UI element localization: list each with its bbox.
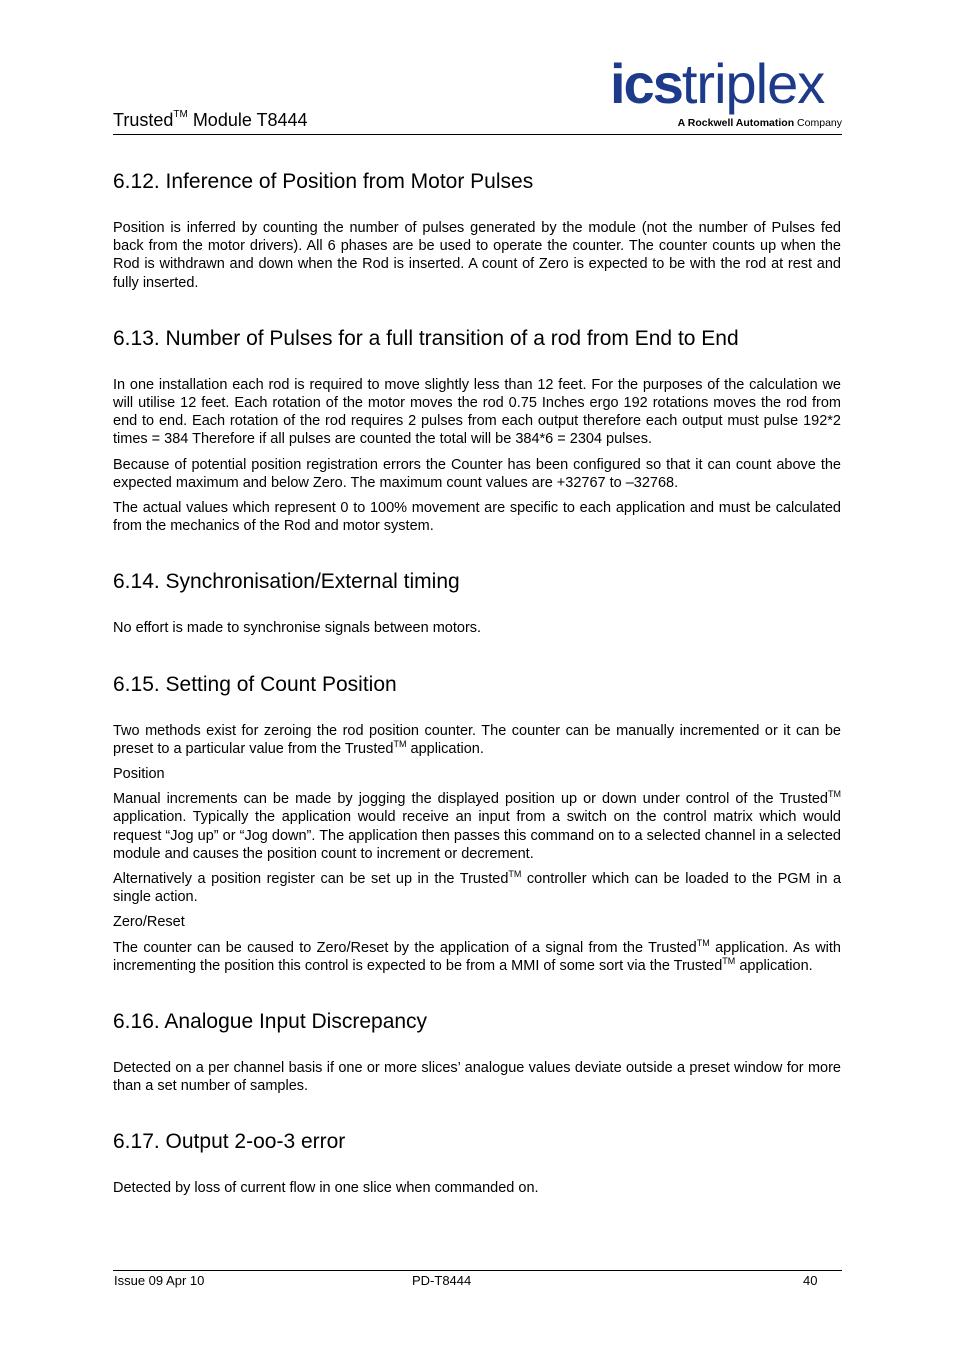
paragraph-text: Detected on a per channel basis if one or more slices’ analogue values deviate outside a preset window for more than a set number of samples. (113, 1060, 841, 1095)
section (113, 168, 841, 292)
section-heading: 6.12. Inference of Position from Motor Pulses (113, 170, 534, 193)
section (113, 1008, 841, 1095)
logo-tagline: A Rockwell Automation Company (677, 117, 842, 129)
paragraph-text: Because of potential position registration errors the Counter has been configured so that it can count above the expected maximum and below Zero. The maximum count values are +32767 to –32768. (113, 456, 841, 491)
paragraph-text: No effort is made to synchronise signals between motors. (113, 620, 482, 637)
paragraph-text: application. (735, 957, 813, 974)
document-title: Trusted™ Module T8444 (113, 109, 308, 130)
trademark-sup: TM (722, 956, 736, 967)
paragraph-text: Position (113, 766, 165, 783)
paragraph-text: Manual increments can be made by jogging the displayed position up or down under control of the Trusted (113, 791, 828, 808)
paragraph (113, 456, 841, 492)
paragraph (113, 619, 841, 637)
footer-divider (113, 1270, 842, 1271)
section-heading: 6.16. Analogue Input Discrepancy (113, 1010, 428, 1034)
footer-issue: Issue 09 Apr 10 (114, 1273, 205, 1288)
paragraph-text: application. As with incrementing the position this control is expected to be from a MMI of some sort via the Trusted (113, 939, 841, 974)
paragraph-text: In one installation each rod is required to move slightly less than 12 feet. For the purposes of the calculation we will utilise 12 feet. Each rotation of the motor moves the rod 0.75 Inches ergo 192 rotations moves the rod from end to end. Each rotation of the rod requires 2 pulses from each output therefore each output must pulse 192*2 times = 384 Therefore if all pulses are counted the total will be 384*6 = 2304 pulses. (113, 376, 841, 448)
paragraph-text: Zero/Reset (113, 914, 185, 931)
paragraph (113, 1179, 841, 1197)
paragraph (113, 913, 841, 931)
paragraph (113, 376, 841, 449)
trademark-sup: TM (508, 869, 522, 880)
section (113, 568, 841, 637)
section-heading: 6.17. Output 2-oo-3 error (113, 1130, 346, 1154)
trademark-sup: TM (393, 739, 407, 750)
paragraph-text: Two methods exist for zeroing the rod position counter. The counter can be manually incremented or it can be preset to a particular value from the Trusted (113, 722, 841, 757)
paragraph-text: Detected by loss of current flow in one slice when commanded on. (113, 1180, 539, 1197)
trademark-sup: TM (696, 937, 710, 948)
paragraph (113, 219, 841, 292)
section-heading: 6.15. Setting of Count Position (113, 672, 397, 696)
section (113, 671, 841, 975)
trademark-sup: TM (173, 109, 188, 120)
paragraph-text: application. Typically the application would receive an input from a switch on the control matrix which would request “Jog up” or “Jog down”. The application then passes this command on to a selected channel in a selected module and causes the position count to increment or decrement. (113, 809, 841, 862)
section (113, 325, 841, 536)
paragraph-text: The counter can be caused to Zero/Reset by the application of a signal from the Trusted (113, 939, 697, 956)
paragraph (113, 870, 841, 906)
page-number: 40 (803, 1273, 818, 1288)
section-heading: 6.13. Number of Pulses for a full transition of a rod from End to End (113, 326, 739, 350)
paragraph (113, 939, 841, 975)
footer-doc-id: PD-T8444 (412, 1273, 472, 1288)
paragraph-text: Alternatively a position register can be set up in the Trusted (113, 871, 509, 888)
paragraph-text: Position is inferred by counting the number of pulses generated by the module (not the number of Pulses fed back from the motor drivers). All 6 phases are be used to operate the counter. The counter counts up when the Rod is withdrawn and down when the Rod is inserted. A count of Zero is expected to be with the rod at rest and fully inserted. (113, 220, 841, 291)
section (113, 1128, 841, 1197)
trademark-sup: TM (828, 789, 841, 800)
paragraph-text: The actual values which represent 0 to 100% movement are specific to each application and must be calculated from the mechanics of the Rod and motor system. (113, 500, 841, 535)
header-divider (113, 134, 842, 135)
paragraph (113, 790, 841, 863)
document-body (113, 168, 841, 1231)
ics-triplex-logo: icstriplex A Rockwell Automation Company (610, 52, 842, 129)
paragraph (113, 722, 841, 758)
paragraph-text: controller which can be loaded to the PGM in a single action. (113, 871, 842, 906)
paragraph (113, 499, 841, 535)
paragraph-text: application. (406, 740, 484, 757)
paragraph (113, 765, 841, 783)
paragraph (113, 1059, 841, 1095)
section-heading: 6.14. Synchronisation/External timing (113, 570, 460, 594)
